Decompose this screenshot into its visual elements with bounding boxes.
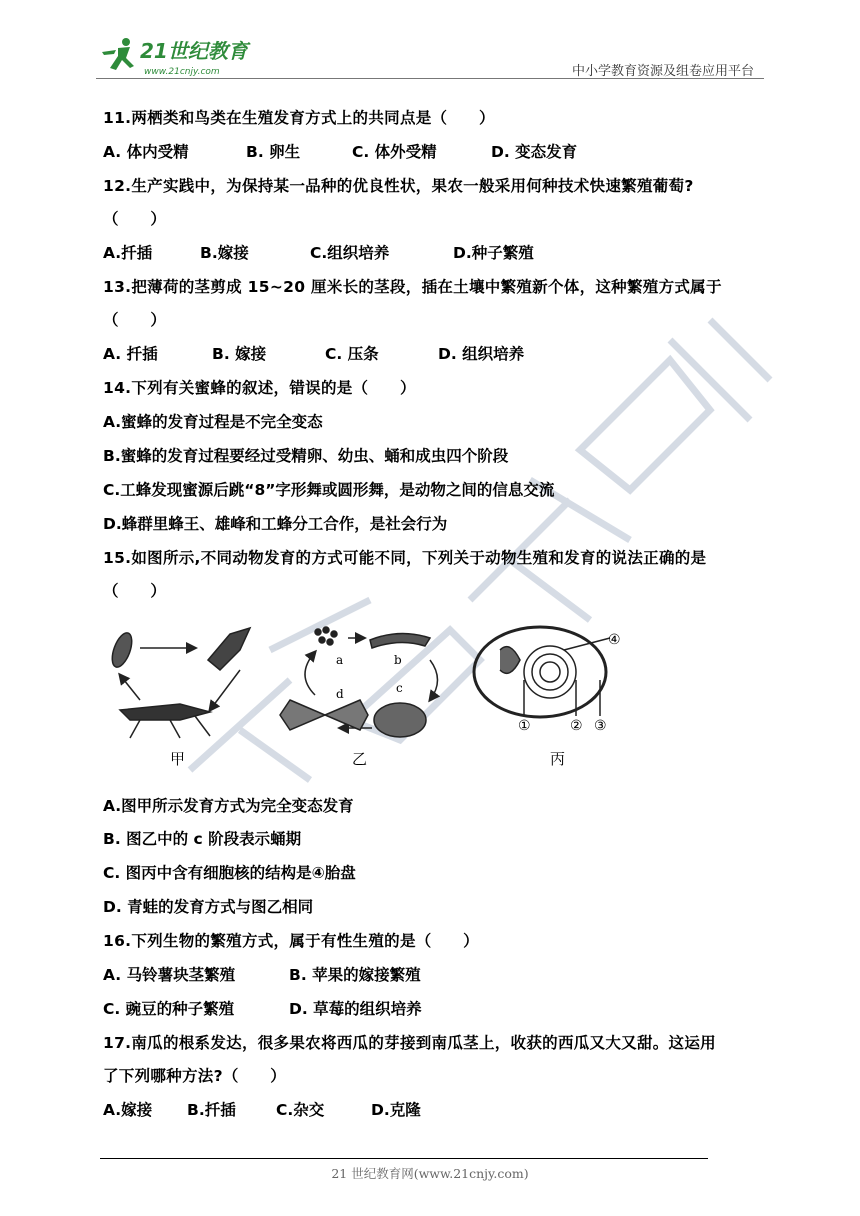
question-12-stem: 12.生产实践中，为保持某一品种的优良性状，果农一般采用何种技术快速繁殖葡萄? — [103, 177, 694, 195]
q17-option-d[interactable]: D.克隆 — [371, 1101, 421, 1119]
stage-label-a: a — [336, 653, 344, 667]
eggs-shape — [315, 627, 337, 645]
q14-option-c[interactable]: C.工蜂发现蜜源后跳“8”字形舞或圆形舞，是动物之间的信息交流 — [103, 481, 555, 499]
footer-divider — [100, 1158, 708, 1159]
q15-option-a[interactable]: A.图甲所示发育方式为完全变态发育 — [103, 797, 354, 815]
q16-option-c[interactable]: C. 豌豆的种子繁殖 — [103, 1000, 235, 1018]
q13-option-b[interactable]: B. 嫁接 — [212, 345, 267, 363]
egg-mark-4: ④ — [608, 632, 621, 648]
q11-option-b[interactable]: B. 卵生 — [246, 143, 301, 161]
figure-bing — [474, 627, 610, 717]
figure-jia — [108, 628, 250, 738]
question-11-stem: 11.两栖类和鸟类在生殖发育方式上的共同点是（ ） — [103, 109, 495, 127]
moth-shape — [280, 700, 368, 730]
platform-name: 中小学教育资源及组卷应用平台 — [572, 64, 755, 79]
stage-label-d: d — [336, 687, 344, 701]
adult-grasshopper-shape — [120, 704, 210, 738]
stage-label-c: c — [396, 681, 403, 695]
question-13-stem: 13.把薄荷的茎剪成 15~20 厘米长的茎段，插在土壤中繁殖新个体，这种繁殖方式属于 — [103, 278, 722, 296]
header-divider — [96, 78, 764, 79]
logo-url-text: www.21cnjy.com — [144, 67, 220, 77]
q14-option-a[interactable]: A.蜜蜂的发育过程是不完全变态 — [103, 413, 323, 431]
q12-option-c[interactable]: C.组织培养 — [310, 244, 390, 262]
question-14-stem: 14.下列有关蜜蜂的叙述，错误的是（ ） — [103, 379, 416, 397]
egg-pod-shape — [108, 630, 135, 669]
q12-option-d[interactable]: D.种子繁殖 — [453, 244, 534, 262]
logo-main-text: 21世纪教育 — [140, 39, 248, 63]
q13-option-a[interactable]: A. 扦插 — [103, 345, 158, 363]
question-17-stem: 17.南瓜的根系发达，很多果农将西瓜的芽接到南瓜茎上，收获的西瓜又大又甜。这运用 — [103, 1034, 716, 1052]
question-15-stem: 15.如图所示,不同动物发育的方式可能不同，下列关于动物生殖和发育的说法正确的是 — [103, 549, 707, 567]
site-logo — [96, 34, 266, 80]
figure-label-bing: 丙 — [550, 750, 566, 768]
q14-option-b[interactable]: B.蜜蜂的发育过程要经过受精卵、幼虫、蛹和成虫四个阶段 — [103, 447, 509, 465]
footer-text: 21 世纪教育网(www.21cnjy.com) — [331, 1166, 529, 1181]
question-17-stem-cont: 了下列哪种方法?（ ） — [103, 1067, 287, 1085]
q11-option-c[interactable]: C. 体外受精 — [352, 143, 437, 161]
question-15-stem-cont: （ ） — [103, 582, 167, 600]
q16-option-a[interactable]: A. 马铃薯块茎繁殖 — [103, 966, 236, 984]
egg-mark-1: ① — [518, 718, 531, 734]
larva-shape — [370, 633, 430, 648]
q15-option-b[interactable]: B. 图乙中的 c 阶段表示蛹期 — [103, 830, 302, 848]
figure-label-yi: 乙 — [352, 750, 368, 768]
egg-mark-3: ③ — [594, 718, 607, 734]
question-16-stem: 16.下列生物的繁殖方式，属于有性生殖的是（ ） — [103, 932, 479, 950]
nymph-shape — [208, 628, 250, 670]
q13-option-d[interactable]: D. 组织培养 — [438, 345, 525, 363]
egg-mark-2: ② — [570, 718, 583, 734]
q17-option-c[interactable]: C.杂交 — [276, 1101, 325, 1119]
q15-option-d[interactable]: D. 青蛙的发育方式与图乙相同 — [103, 898, 314, 916]
stage-label-b: b — [394, 653, 402, 667]
q12-option-b[interactable]: B.嫁接 — [200, 244, 249, 262]
q11-option-d[interactable]: D. 变态发育 — [491, 143, 578, 161]
runner-icon — [102, 38, 134, 70]
question-12-stem-cont: （ ） — [103, 210, 167, 228]
q15-option-c[interactable]: C. 图丙中含有细胞核的结构是④胎盘 — [103, 864, 356, 882]
q16-option-b[interactable]: B. 苹果的嫁接繁殖 — [289, 966, 421, 984]
q13-option-c[interactable]: C. 压条 — [325, 345, 379, 363]
q11-option-a[interactable]: A. 体内受精 — [103, 143, 189, 161]
q16-option-d[interactable]: D. 草莓的组织培养 — [289, 1000, 422, 1018]
figure-label-jia: 甲 — [170, 750, 186, 768]
q17-option-a[interactable]: A.嫁接 — [103, 1101, 153, 1119]
figure-yi — [280, 627, 438, 737]
q17-option-b[interactable]: B.扦插 — [187, 1101, 236, 1119]
q14-option-d[interactable]: D.蜂群里蜂王、雄峰和工蜂分工合作，是社会行为 — [103, 515, 448, 533]
question-13-stem-cont: （ ） — [103, 311, 167, 329]
cocoon-shape — [374, 703, 426, 737]
q12-option-a[interactable]: A.扦插 — [103, 244, 153, 262]
